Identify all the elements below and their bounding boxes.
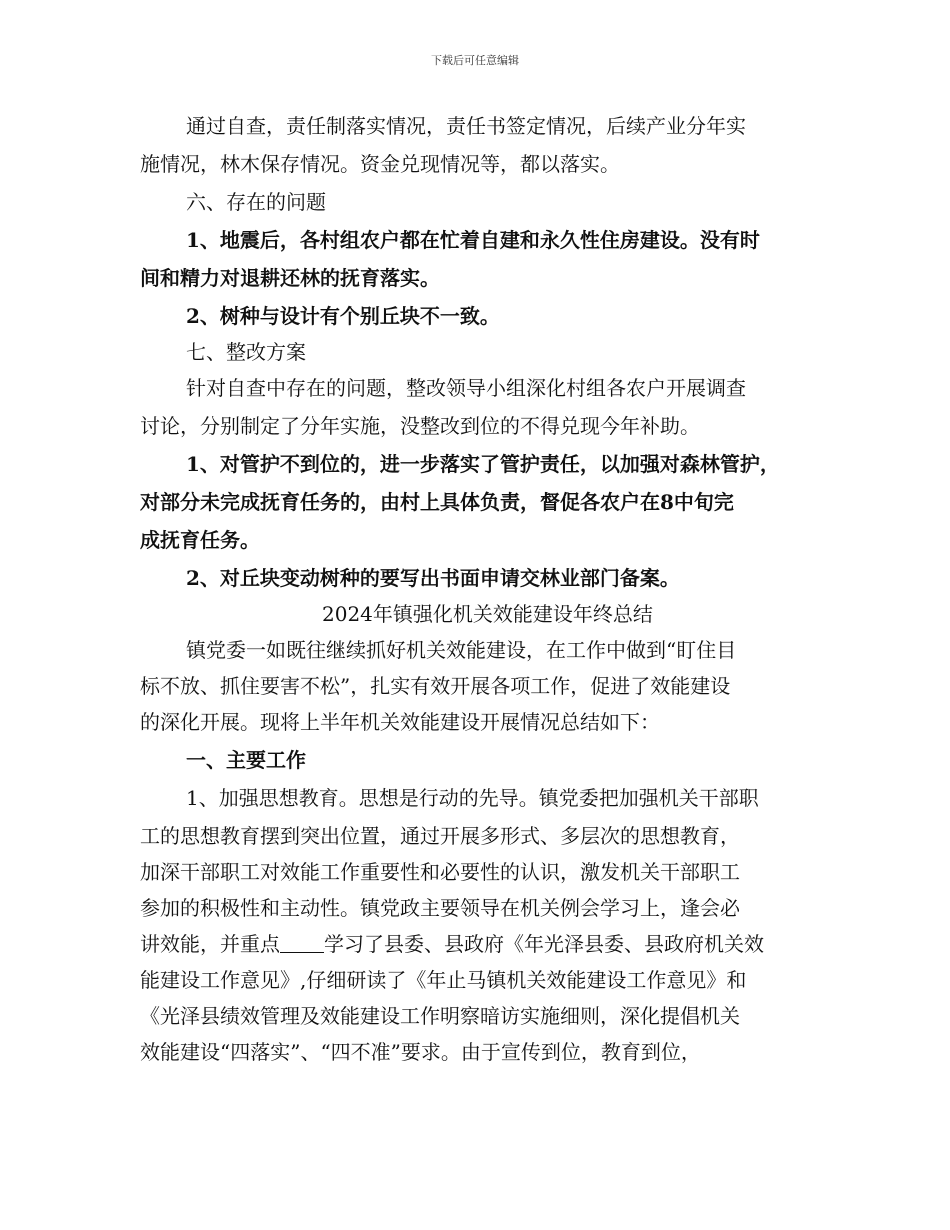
body-line: 加深干部职工对效能工作重要性和必要性的认识，激发机关干部职工 bbox=[140, 860, 740, 884]
body-line: 参加的积极性和主动性。镇党政主要领导在机关例会学习上，逢会必 bbox=[140, 896, 740, 920]
body-line: 通过自查，责任制落实情况，责任书签定情况，后续产业分年实 bbox=[186, 114, 746, 138]
body-line: 效能建设“四落实”、“四不准”要求。由于宣传到位，教育到位， bbox=[140, 1040, 701, 1064]
body-line-end: 学习了县委、县政府《年光泽县委、县政府机关效 bbox=[324, 932, 764, 956]
body-line: 1、加强思想教育。思想是行动的先导。镇党委把加强机关干部职 bbox=[186, 786, 759, 810]
body-line: 标不放、抓住要害不松”，扎实有效开展各项工作，促进了效能建设 bbox=[140, 674, 731, 698]
document-title: 2024年镇强化机关效能建设年终总结 bbox=[322, 602, 653, 626]
body-line: 的深化开展。现将上半年机关效能建设开展情况总结如下： bbox=[140, 710, 660, 734]
body-line-bold: 成抚育任务。 bbox=[140, 528, 260, 552]
body-line: 工的思想教育摆到突出位置，通过开展多形式、多层次的思想教育， bbox=[140, 824, 740, 848]
body-line bbox=[140, 926, 764, 962]
body-line-start: 讲效能，并重点 bbox=[140, 932, 280, 956]
section-heading: 六、存在的问题 bbox=[186, 190, 326, 214]
page-header: 下载后可任意编辑 bbox=[431, 54, 519, 67]
body-line-bold: 对部分未完成抚育任务的，由村上具体负责，督促各农户在8中旬完 bbox=[140, 490, 734, 514]
body-line-bold: 2、树种与设计有个别丘块不一致。 bbox=[186, 304, 500, 328]
section-heading: 七、整改方案 bbox=[186, 340, 306, 364]
body-line: 施情况，林木保存情况。资金兑现情况等，都以落实。 bbox=[140, 152, 620, 176]
body-line-bold: 1、地震后，各村组农户都在忙着自建和永久性住房建设。没有时 bbox=[186, 228, 760, 252]
body-line: 能建设工作意见》,仔细研读了《年止马镇机关效能建设工作意见》和 bbox=[140, 968, 747, 992]
fill-in-blank bbox=[280, 930, 324, 953]
body-line-bold: 间和精力对退耕还林的抚育落实。 bbox=[140, 266, 440, 290]
section-heading: 一、主要工作 bbox=[186, 748, 306, 772]
body-line: 针对自查中存在的问题，整改领导小组深化村组各农户开展调查 bbox=[186, 376, 746, 400]
body-line: 讨论，分别制定了分年实施，没整改到位的不得兑现今年补助。 bbox=[140, 414, 700, 438]
body-line: 《光泽县绩效管理及效能建设工作明察暗访实施细则，深化提倡机关 bbox=[140, 1004, 740, 1028]
body-line: 镇党委一如既往继续抓好机关效能建设，在工作中做到“盯住目 bbox=[186, 638, 737, 662]
body-line-bold: 1、对管护不到位的，进一步落实了管护责任，以加强对森林管护， bbox=[186, 452, 780, 476]
body-line-bold: 2、对丘块变动树种的要写出书面申请交林业部门备案。 bbox=[186, 566, 680, 590]
